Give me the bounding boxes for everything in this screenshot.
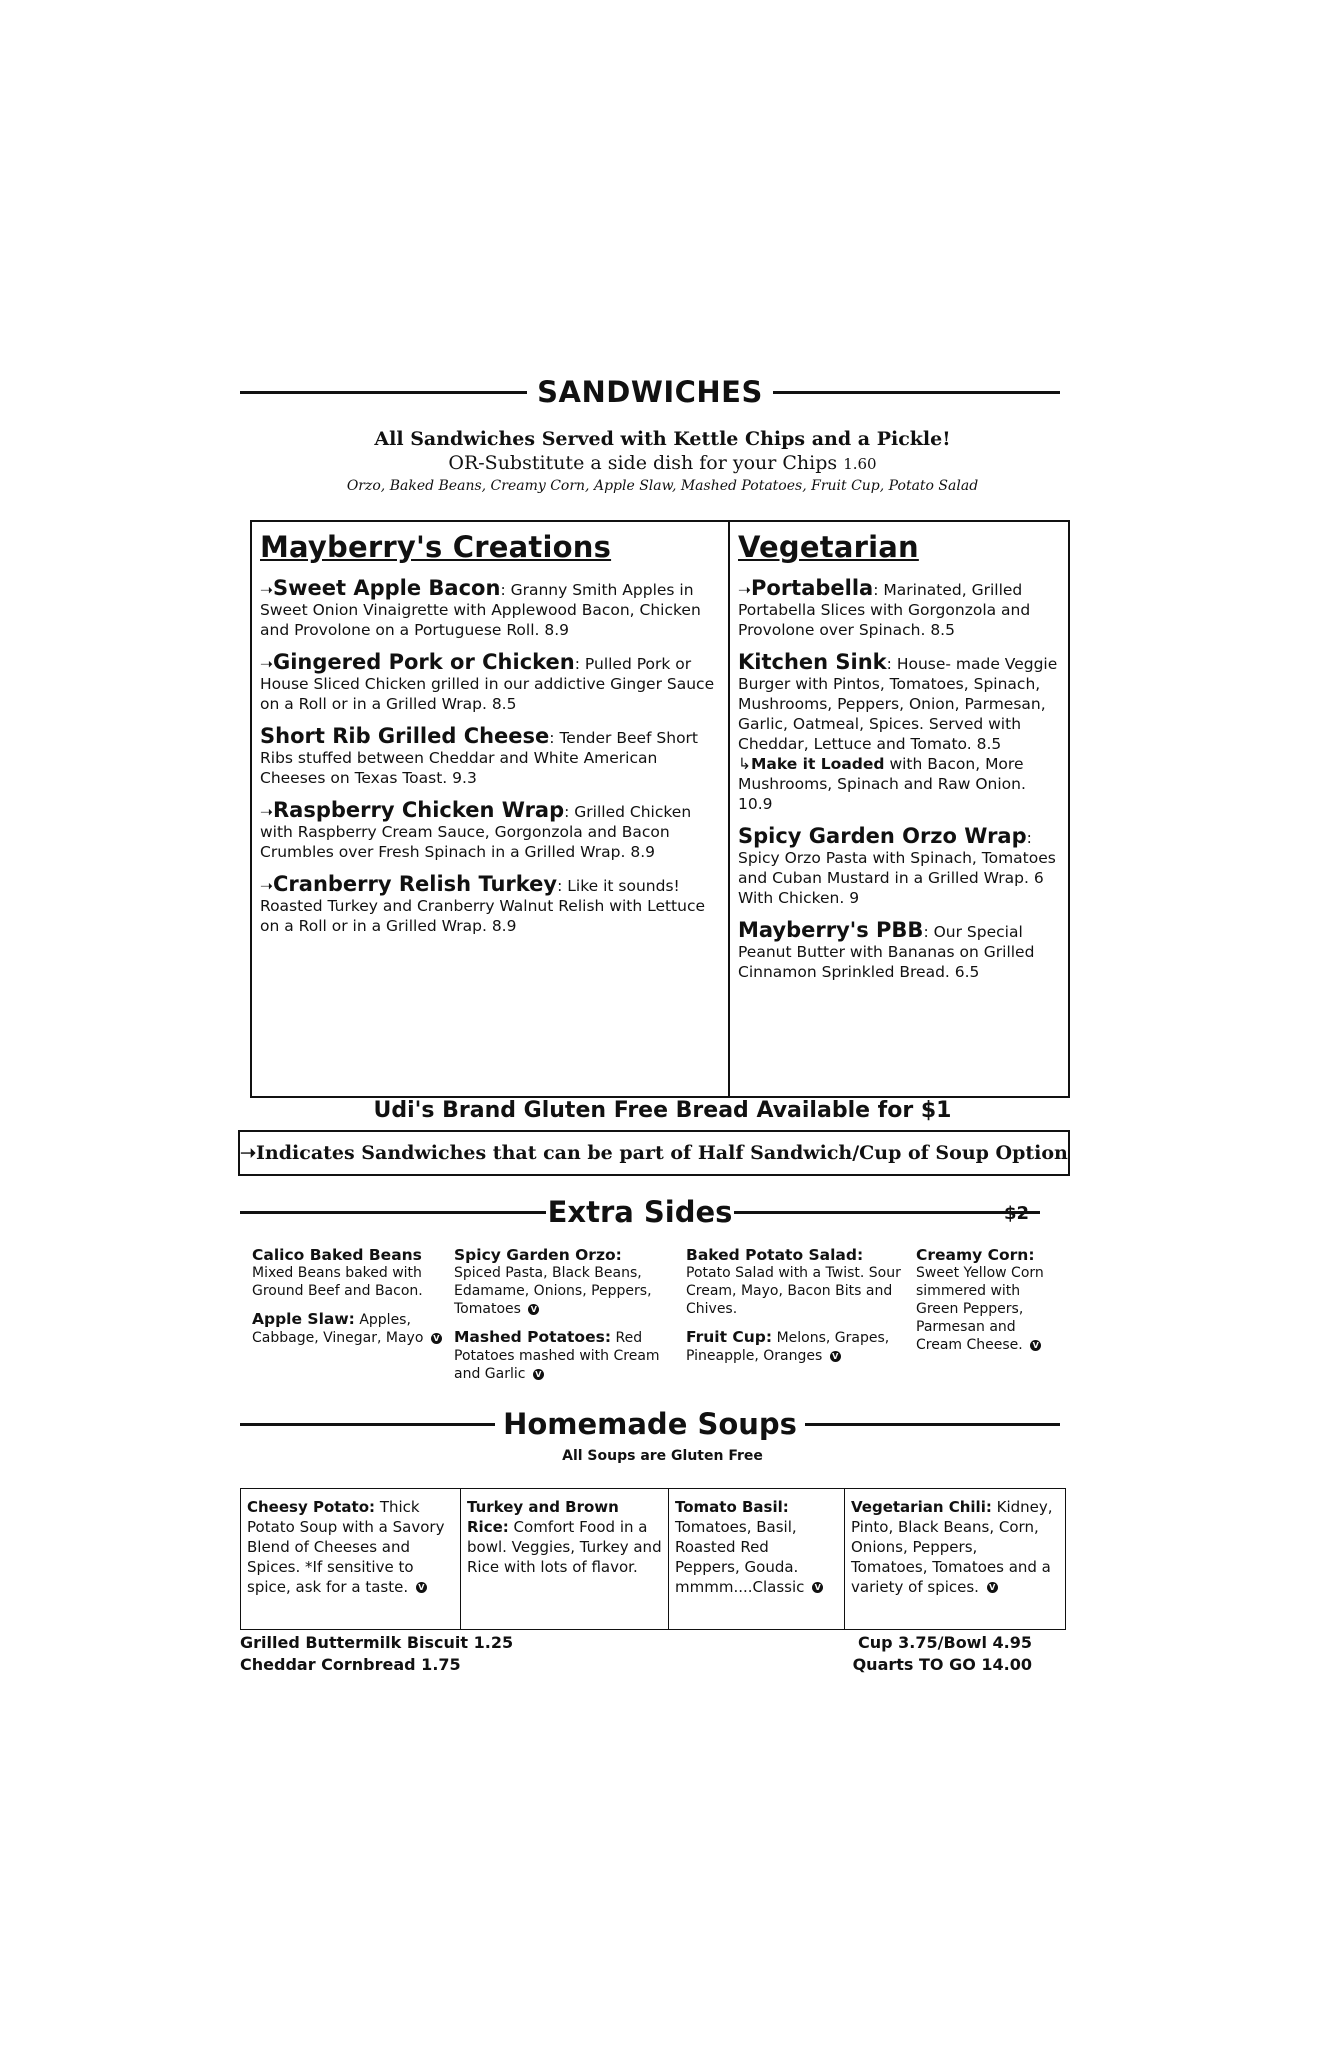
item-name: Spicy Garden Orzo Wrap (738, 824, 1027, 848)
sides-rule-left (240, 1211, 546, 1214)
vegetarian-icon: V (987, 1582, 998, 1593)
item-name: Cranberry Relish Turkey (273, 872, 558, 896)
side-item (686, 1246, 906, 1318)
vegetarian-icon: V (431, 1333, 442, 1344)
soup-name: Tomato Basil: (675, 1498, 789, 1516)
menu-item: ➝Raspberry Chicken Wrap: Grilled Chicken with Raspberry Cream Sauce, Gorgonzola and Bacon Crumbles over Fresh Spinach in a Grilled Wrap. 8.9 (260, 798, 692, 861)
substitute-price: 1.60 (843, 455, 877, 473)
menu-item: Kitchen Sink: House- made Veggie Burger with Pintos, Tomatoes, Spinach, Mushrooms, Peppers, Onion, Parmesan, Garlic, Oatmeal, Spices. Served with Cheddar, Lettuce and Tomato. 8.5 ↳Make it Loaded with Bacon, More Mushrooms, Spinach and Raw Onion. 10.9 (738, 650, 1058, 813)
menu-item: Mayberry's PBB: Our Special Peanut Butter with Bananas on Grilled Cinnamon Sprinkled Bread. 6.5 (738, 918, 1035, 981)
extra-sides-header (240, 1190, 1040, 1234)
soups-header (240, 1402, 1060, 1446)
indicator-note-text: Indicates Sandwiches that can be part of Half Sandwich/Cup of Soup Option (256, 1142, 1068, 1164)
sides-column (454, 1246, 676, 1393)
sandwich-menu-box (250, 520, 1070, 1098)
soup-desc: Kidney, Pinto, Black Beans, Corn, Onions, Peppers, Tomatoes, Tomatoes and a variety of spices. (851, 1498, 1053, 1596)
creations-heading: Mayberry's Creations (260, 530, 612, 564)
creations-column (260, 530, 718, 948)
soup-name: Vegetarian Chili: (851, 1498, 992, 1516)
soups-title: Homemade Soups (503, 1407, 797, 1441)
side-item (916, 1246, 1066, 1354)
item-name: Short Rib Grilled Cheese (260, 724, 550, 748)
item-name: Raspberry Chicken Wrap (273, 798, 565, 822)
column-divider (728, 522, 730, 1096)
side-desc: Potato Salad with a Twist. Sour Cream, Mayo, Bacon Bits and Chives. (686, 1265, 901, 1317)
side-item (252, 1310, 442, 1347)
side-item (454, 1246, 676, 1318)
half-option-arrow-icon: ➝ (240, 1142, 257, 1164)
substitute-text: OR-Substitute a side dish for your Chips (448, 452, 838, 474)
side-item (252, 1246, 442, 1300)
half-option-arrow-icon: ➝ (260, 803, 273, 821)
side-name: Baked Potato Salad: (686, 1246, 864, 1264)
half-option-arrow-icon: ➝ (738, 581, 751, 599)
menu-item: Spicy Garden Orzo Wrap: Spicy Orzo Pasta with Spinach, Tomatoes and Cuban Mustard in a Grilled Wrap. 6 With Chicken. 9 (738, 824, 1056, 907)
header-rule-right (773, 391, 1060, 394)
quarts-price: Quarts TO GO 14.00 (852, 1655, 1032, 1674)
item-desc: Our Special Peanut Butter with Bananas on Grilled Cinnamon Sprinkled Bread. 6.5 (738, 923, 1035, 981)
soup-name: Turkey and Brown Rice: (467, 1498, 619, 1536)
sandwiches-header (240, 372, 1060, 412)
soup-desc: Thick Potato Soup with a Savory Blend of Cheeses and Spices. *If sensitive to spice, ask for a taste. (247, 1498, 445, 1596)
item-name: Portabella (751, 576, 874, 600)
item-desc: Spicy Orzo Pasta with Spinach, Tomatoes and Cuban Mustard in a Grilled Wrap. 6 (738, 849, 1056, 887)
cornbread-price: Cheddar Cornbread 1.75 (240, 1655, 461, 1674)
served-with-note: All Sandwiches Served with Kettle Chips and a Pickle! (374, 428, 951, 450)
sides-column (252, 1246, 442, 1357)
with-chicken-option: With Chicken. 9 (738, 889, 860, 907)
sides-column (686, 1246, 906, 1375)
vegetarian-icon: V (1030, 1340, 1041, 1351)
vegetarian-icon: V (416, 1582, 427, 1593)
soup-desc: Tomatoes, Basil, Roasted Red Peppers, Gouda. mmmm....Classic (675, 1518, 805, 1596)
side-name: Apple Slaw: (252, 1310, 355, 1328)
item-desc: House- made Veggie Burger with Pintos, Tomatoes, Spinach, Mushrooms, Peppers, Onion, Parmesan, Garlic, Oatmeal, Spices. Served with Cheddar, Lettuce and Tomato. 8.5 (738, 655, 1058, 753)
soups-gluten-free-note: All Soups are Gluten Free (562, 1448, 763, 1464)
item-desc: Marinated, Grilled Portabella Slices with Gorgonzola and Provolone over Spinach. 8.5 (738, 581, 1031, 639)
menu-item: ➝Cranberry Relish Turkey: Like it sounds! Roasted Turkey and Cranberry Walnut Relish with Lettuce on a Roll or in a Grilled Wrap. 8.9 (260, 872, 706, 935)
header-rule-left (240, 391, 527, 394)
item-desc: Tender Beef Short Ribs stuffed between Cheddar and White American Cheeses on Texas Toast. 9.3 (260, 729, 699, 787)
sides-rule-right (734, 1211, 1040, 1214)
soup-desc: Comfort Food in a bowl. Veggies, Turkey and Rice with lots of flavor. (467, 1518, 662, 1576)
loaded-desc: with Bacon, More Mushrooms, Spinach and Raw Onion. 10.9 (738, 755, 1026, 813)
page-title: SANDWICHES (537, 375, 763, 409)
item-desc: Pulled Pork or House Sliced Chicken grilled in our addictive Ginger Sauce on a Roll or in a Grilled Wrap. 8.5 (260, 655, 715, 713)
menu-item: ➝Gingered Pork or Chicken: Pulled Pork or House Sliced Chicken grilled in our addictive Ginger Sauce on a Roll or in a Grilled Wrap. 8.5 (260, 650, 715, 713)
menu-item: ➝Portabella: Marinated, Grilled Portabella Slices with Gorgonzola and Provolone over Spinach. 8.5 (738, 576, 1031, 639)
side-desc: Apples, Cabbage, Vinegar, Mayo (252, 1312, 424, 1346)
soups-rule-left (240, 1423, 495, 1426)
substitute-note (0, 452, 1325, 474)
indicator-note-box (238, 1130, 1070, 1176)
item-desc: Grilled Chicken with Raspberry Cream Sauce, Gorgonzola and Bacon Crumbles over Fresh Spinach in a Grilled Wrap. 8.9 (260, 803, 692, 861)
side-item (686, 1328, 906, 1365)
side-name: Mashed Potatoes: (454, 1328, 612, 1346)
menu-item: Short Rib Grilled Cheese: Tender Beef Short Ribs stuffed between Cheddar and White American Cheeses on Texas Toast. 9.3 (260, 724, 699, 787)
side-desc: Mixed Beans baked with Ground Beef and Bacon. (252, 1265, 423, 1299)
item-desc: Like it sounds! Roasted Turkey and Cranberry Walnut Relish with Lettuce on a Roll or in a Grilled Wrap. 8.9 (260, 877, 706, 935)
side-desc: Red Potatoes mashed with Cream and Garlic (454, 1330, 660, 1382)
sides-column (916, 1246, 1066, 1364)
half-option-arrow-icon: ➝ (260, 655, 273, 673)
soup-prices (836, 1632, 1032, 1676)
item-desc: Granny Smith Apples in Sweet Onion Vinaigrette with Applewood Bacon, Chicken and Provolone on a Portuguese Roll. 8.9 (260, 581, 701, 639)
vegetarian-icon: V (533, 1369, 544, 1380)
soup-cell (845, 1489, 1064, 1629)
side-name: Creamy Corn: (916, 1246, 1035, 1264)
side-desc: Spiced Pasta, Black Beans, Edamame, Onions, Peppers, Tomatoes (454, 1265, 652, 1317)
side-desc: Sweet Yellow Corn simmered with Green Peppers, Parmesan and Cream Cheese. (916, 1265, 1044, 1353)
extra-sides-price: $2 (1004, 1203, 1030, 1224)
side-name: Calico Baked Beans (252, 1246, 422, 1264)
side-name: Fruit Cup: (686, 1328, 773, 1346)
menu-item: ➝Sweet Apple Bacon: Granny Smith Apples in Sweet Onion Vinaigrette with Applewood Bacon, Chicken and Provolone on a Portuguese Roll. 8.9 (260, 576, 701, 639)
soup-cell (669, 1489, 845, 1629)
cup-bowl-price: Cup 3.75/Bowl 4.95 (858, 1633, 1032, 1652)
vegetarian-heading: Vegetarian (738, 530, 919, 564)
vegetarian-icon: V (812, 1582, 823, 1593)
soup-table (240, 1488, 1066, 1630)
item-name: Gingered Pork or Chicken (273, 650, 575, 674)
vegetarian-column (738, 530, 1064, 994)
vegetarian-icon: V (830, 1351, 841, 1362)
item-name: Kitchen Sink (738, 650, 887, 674)
side-name: Spicy Garden Orzo: (454, 1246, 622, 1264)
soup-cell (461, 1489, 669, 1629)
soups-rule-right (805, 1423, 1060, 1426)
side-options: Orzo, Baked Beans, Creamy Corn, Apple Slaw, Mashed Potatoes, Fruit Cup, Potato Salad (346, 478, 979, 494)
side-desc: Melons, Grapes, Pineapple, Oranges (686, 1330, 890, 1364)
vegetarian-icon: V (528, 1304, 539, 1315)
loaded-arrow-icon: ↳ (738, 755, 751, 773)
breads-list (240, 1632, 513, 1676)
item-name: Mayberry's PBB (738, 918, 924, 942)
biscuit-price: Grilled Buttermilk Biscuit 1.25 (240, 1633, 514, 1652)
side-item (454, 1328, 676, 1383)
half-option-arrow-icon: ➝ (260, 581, 273, 599)
extra-sides-title: Extra Sides (547, 1195, 733, 1229)
loaded-label: Make it Loaded (751, 755, 885, 773)
gluten-free-note: Udi's Brand Gluten Free Bread Available for $1 (373, 1098, 952, 1123)
soup-cell (241, 1489, 461, 1629)
soup-name: Cheesy Potato: (247, 1498, 376, 1516)
half-option-arrow-icon: ➝ (260, 877, 273, 895)
item-name: Sweet Apple Bacon (273, 576, 501, 600)
